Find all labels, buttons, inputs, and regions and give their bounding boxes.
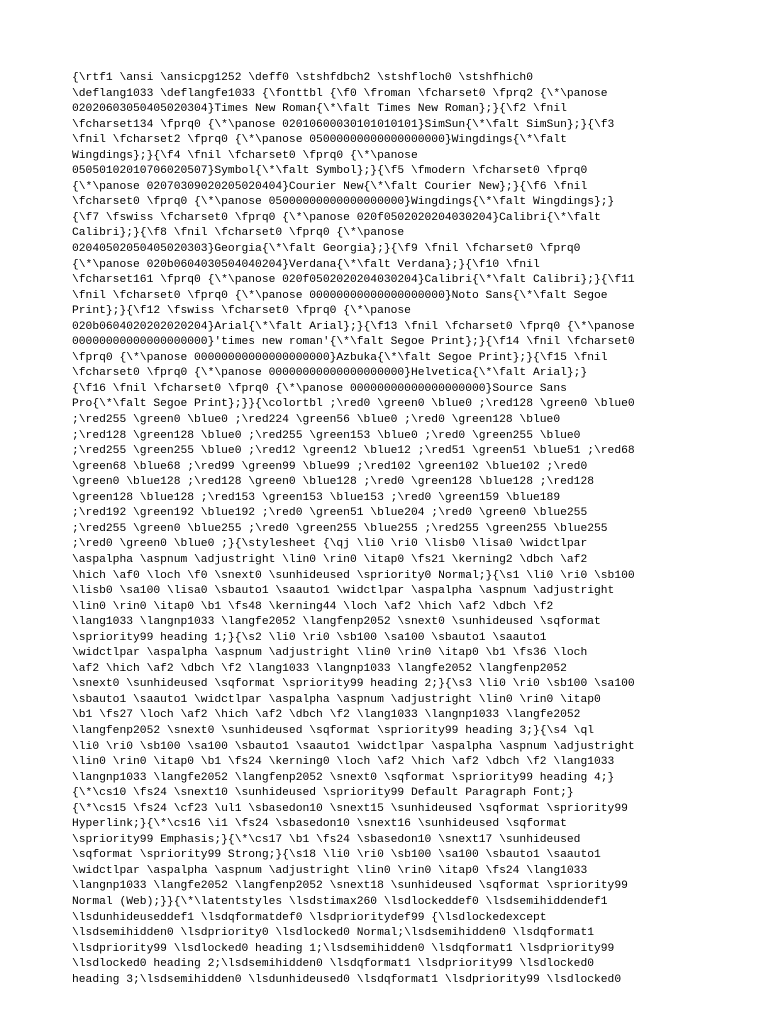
- text-line: \lin0 \rin0 \itap0 \b1 \fs48 \kerning44 \loch \af2 \hich \af2 \dbch \f2: [72, 600, 554, 613]
- text-line: 02040502050405020303}Georgia{\*\falt Georgia};}{\f9 \fnil \fcharset0 \fprq0: [72, 243, 581, 256]
- text-line: \fcharset161 \fprq0 {\*\panose 020f0502020204030204}Calibri{\*\falt Calibri};}{\f11: [72, 274, 635, 287]
- text-line: \lsdlocked0 heading 2;\lsdsemihidden0 \lsdqformat1 \lsdpriority99 \lsdlocked0: [72, 958, 595, 971]
- text-line: \li0 \ri0 \sb100 \sa100 \sbauto1 \saauto1 \widctlpar \aspalpha \aspnum \adjustright: [72, 740, 635, 753]
- text-line: ;\red128 \green128 \blue0 ;\red255 \green153 \blue0 ;\red0 \green255 \blue0: [72, 429, 581, 442]
- text-line: \lisb0 \sa100 \lisa0 \sbauto1 \saauto1 \widctlpar \aspalpha \aspnum \adjustright: [72, 585, 615, 598]
- text-line: \green128 \blue128 ;\red153 \green153 \blue153 ;\red0 \green159 \blue189: [72, 491, 561, 504]
- rtf-source-text: [72, 71, 712, 988]
- text-line: \fcharset0 \fprq0 {\*\panose 00000000000000000000}Helvetica{\*\falt Arial};}: [72, 367, 588, 380]
- text-line: ;\red255 \green255 \blue0 ;\red12 \green12 \blue12 ;\red51 \green51 \blue51 ;\red68: [72, 445, 635, 458]
- text-line: heading 3;\lsdsemihidden0 \lsdunhideused0 \lsdqformat1 \lsdpriority99 \lsdlocked0: [72, 973, 622, 986]
- text-line: \lang1033 \langnp1033 \langfe2052 \langfenp2052 \snext0 \sunhideused \sqformat: [72, 616, 601, 629]
- text-line: \lsdunhideuseddef1 \lsdqformatdef0 \lsdprioritydef99 {\lsdlockedexcept: [72, 911, 547, 924]
- text-line: \deflang1033 \deflangfe1033 {\fonttbl {\f0 \froman \fcharset0 \fprq2 {\*\panose: [72, 87, 608, 100]
- text-line: \fcharset134 \fprq0 {\*\panose 02010600030101010101}SimSun{\*\falt SimSun};}{\f3: [72, 118, 615, 131]
- text-line: \green68 \blue68 ;\red99 \green99 \blue99 ;\red102 \green102 \blue102 ;\red0: [72, 460, 588, 473]
- text-line: {\*\panose 02070309020205020404}Courier New{\*\falt Courier New};}{\f6 \fnil: [72, 180, 588, 193]
- text-line: ;\red0 \green0 \blue0 ;}{\stylesheet {\qj \li0 \ri0 \lisb0 \lisa0 \widctlpar: [72, 538, 588, 551]
- text-line: \af2 \hich \af2 \dbch \f2 \lang1033 \langnp1033 \langfe2052 \langfenp2052: [72, 662, 567, 675]
- text-line: Hyperlink;}{\*\cs16 \i1 \fs24 \sbasedon10 \snext16 \sunhideused \sqformat: [72, 818, 567, 831]
- text-line: ;\red255 \green0 \blue0 ;\red224 \green56 \blue0 ;\red0 \green128 \blue0: [72, 414, 561, 427]
- text-line: \widctlpar \aspalpha \aspnum \adjustright \lin0 \rin0 \itap0 \fs24 \lang1033: [72, 864, 588, 877]
- text-line: Pro{\*\falt Segoe Print};}}{\colortbl ;\red0 \green0 \blue0 ;\red128 \green0 \blue0: [72, 398, 635, 411]
- text-line: \lsdpriority99 \lsdlocked0 heading 1;\lsdsemihidden0 \lsdqformat1 \lsdpriority99: [72, 942, 615, 955]
- text-line: Calibri};}{\f8 \fnil \fcharset0 \fprq0 {\*\panose: [72, 227, 405, 240]
- document-body: [72, 71, 712, 988]
- text-line: \lin0 \rin0 \itap0 \b1 \fs24 \kerning0 \loch \af2 \hich \af2 \dbch \f2 \lang1033: [72, 756, 615, 769]
- text-line: Normal (Web);}}{\*\latentstyles \lsdstimax260 \lsdlockeddef0 \lsdsemihiddendef1: [72, 895, 608, 908]
- text-line: Wingdings};}{\f4 \fnil \fcharset0 \fprq0 {\*\panose: [72, 149, 418, 162]
- text-line: {\*\panose 020b0604030504040204}Verdana{\*\falt Verdana};}{\f10 \fnil: [72, 258, 540, 271]
- text-line: \lsdsemihidden0 \lsdpriority0 \lsdlocked0 Normal;\lsdsemihidden0 \lsdqformat1: [72, 927, 595, 940]
- text-line: {\f16 \fnil \fcharset0 \fprq0 {\*\panose 00000000000000000000}Source Sans: [72, 382, 567, 395]
- text-line: Print};}{\f12 \fswiss \fcharset0 \fprq0 {\*\panose: [72, 305, 411, 318]
- text-line: ;\red192 \green192 \blue192 ;\red0 \green51 \blue204 ;\red0 \green0 \blue255: [72, 507, 588, 520]
- text-line: ;\red255 \green0 \blue255 ;\red0 \green255 \blue255 ;\red255 \green255 \blue255: [72, 522, 608, 535]
- text-line: 05050102010706020507}Symbol{\*\falt Symbol};}{\f5 \fmodern \fcharset0 \fprq0: [72, 165, 588, 178]
- text-line: \langfenp2052 \snext0 \sunhideused \sqformat \spriority99 heading 3;}{\s4 \ql: [72, 724, 595, 737]
- text-line: \fprq0 {\*\panose 00000000000000000000}Azbuka{\*\falt Segoe Print};}{\f15 \fnil: [72, 351, 608, 364]
- text-line: 02020603050405020304}Times New Roman{\*\falt Times New Roman};}{\f2 \fnil: [72, 103, 567, 116]
- text-line: {\*\cs15 \fs24 \cf23 \ul1 \sbasedon10 \snext15 \sunhideused \sqformat \spriority99: [72, 802, 628, 815]
- text-line: \hich \af0 \loch \f0 \snext0 \sunhideused \spriority0 Normal;}{\s1 \li0 \ri0 \sb100: [72, 569, 635, 582]
- text-line: {\rtf1 \ansi \ansicpg1252 \deff0 \stshfdbch2 \stshfloch0 \stshfhich0: [72, 72, 533, 84]
- text-line: \langnp1033 \langfe2052 \langfenp2052 \snext0 \sqformat \spriority99 heading 4;}: [72, 771, 615, 784]
- text-line: \fnil \fcharset2 \fprq0 {\*\panose 05000000000000000000}Wingdings{\*\falt: [72, 134, 567, 147]
- text-line: \fnil \fcharset0 \fprq0 {\*\panose 00000000000000000000}Noto Sans{\*\falt Segoe: [72, 289, 608, 302]
- text-line: \sqformat \spriority99 Strong;}{\s18 \li0 \ri0 \sb100 \sa100 \sbauto1 \saauto1: [72, 849, 601, 862]
- text-line: 020b0604020202020204}Arial{\*\falt Arial};}{\f13 \fnil \fcharset0 \fprq0 {\*\panose: [72, 320, 635, 333]
- text-line: \fcharset0 \fprq0 {\*\panose 05000000000000000000}Wingdings{\*\falt Wingdings};}: [72, 196, 615, 209]
- text-line: \widctlpar \aspalpha \aspnum \adjustright \lin0 \rin0 \itap0 \b1 \fs36 \loch: [72, 647, 588, 660]
- text-line: \spriority99 Emphasis;}{\*\cs17 \b1 \fs24 \sbasedon10 \snext17 \sunhideused: [72, 833, 581, 846]
- text-line: {\*\cs10 \fs24 \snext10 \sunhideused \spriority99 Default Paragraph Font;}: [72, 787, 574, 800]
- text-line: \sbauto1 \saauto1 \widctlpar \aspalpha \aspnum \adjustright \lin0 \rin0 \itap0: [72, 693, 601, 706]
- text-line: \b1 \fs27 \loch \af2 \hich \af2 \dbch \f2 \lang1033 \langnp1033 \langfe2052: [72, 709, 581, 722]
- text-line: \aspalpha \aspnum \adjustright \lin0 \rin0 \itap0 \fs21 \kerning2 \dbch \af2: [72, 553, 588, 566]
- text-line: \spriority99 heading 1;}{\s2 \li0 \ri0 \sb100 \sa100 \sbauto1 \saauto1: [72, 631, 547, 644]
- text-line: \snext0 \sunhideused \sqformat \spriority99 heading 2;}{\s3 \li0 \ri0 \sb100 \sa100: [72, 678, 635, 691]
- text-line: \green0 \blue128 ;\red128 \green0 \blue128 ;\red0 \green128 \blue128 ;\red128: [72, 476, 595, 489]
- text-line: \langnp1033 \langfe2052 \langfenp2052 \snext18 \sunhideused \sqformat \spriority99: [72, 880, 628, 893]
- text-line: 00000000000000000000}'times new roman'{\*\falt Segoe Print};}{\f14 \fnil \fcharset0: [72, 336, 635, 349]
- text-line: {\f7 \fswiss \fcharset0 \fprq0 {\*\panose 020f0502020204030204}Calibri{\*\falt: [72, 211, 601, 224]
